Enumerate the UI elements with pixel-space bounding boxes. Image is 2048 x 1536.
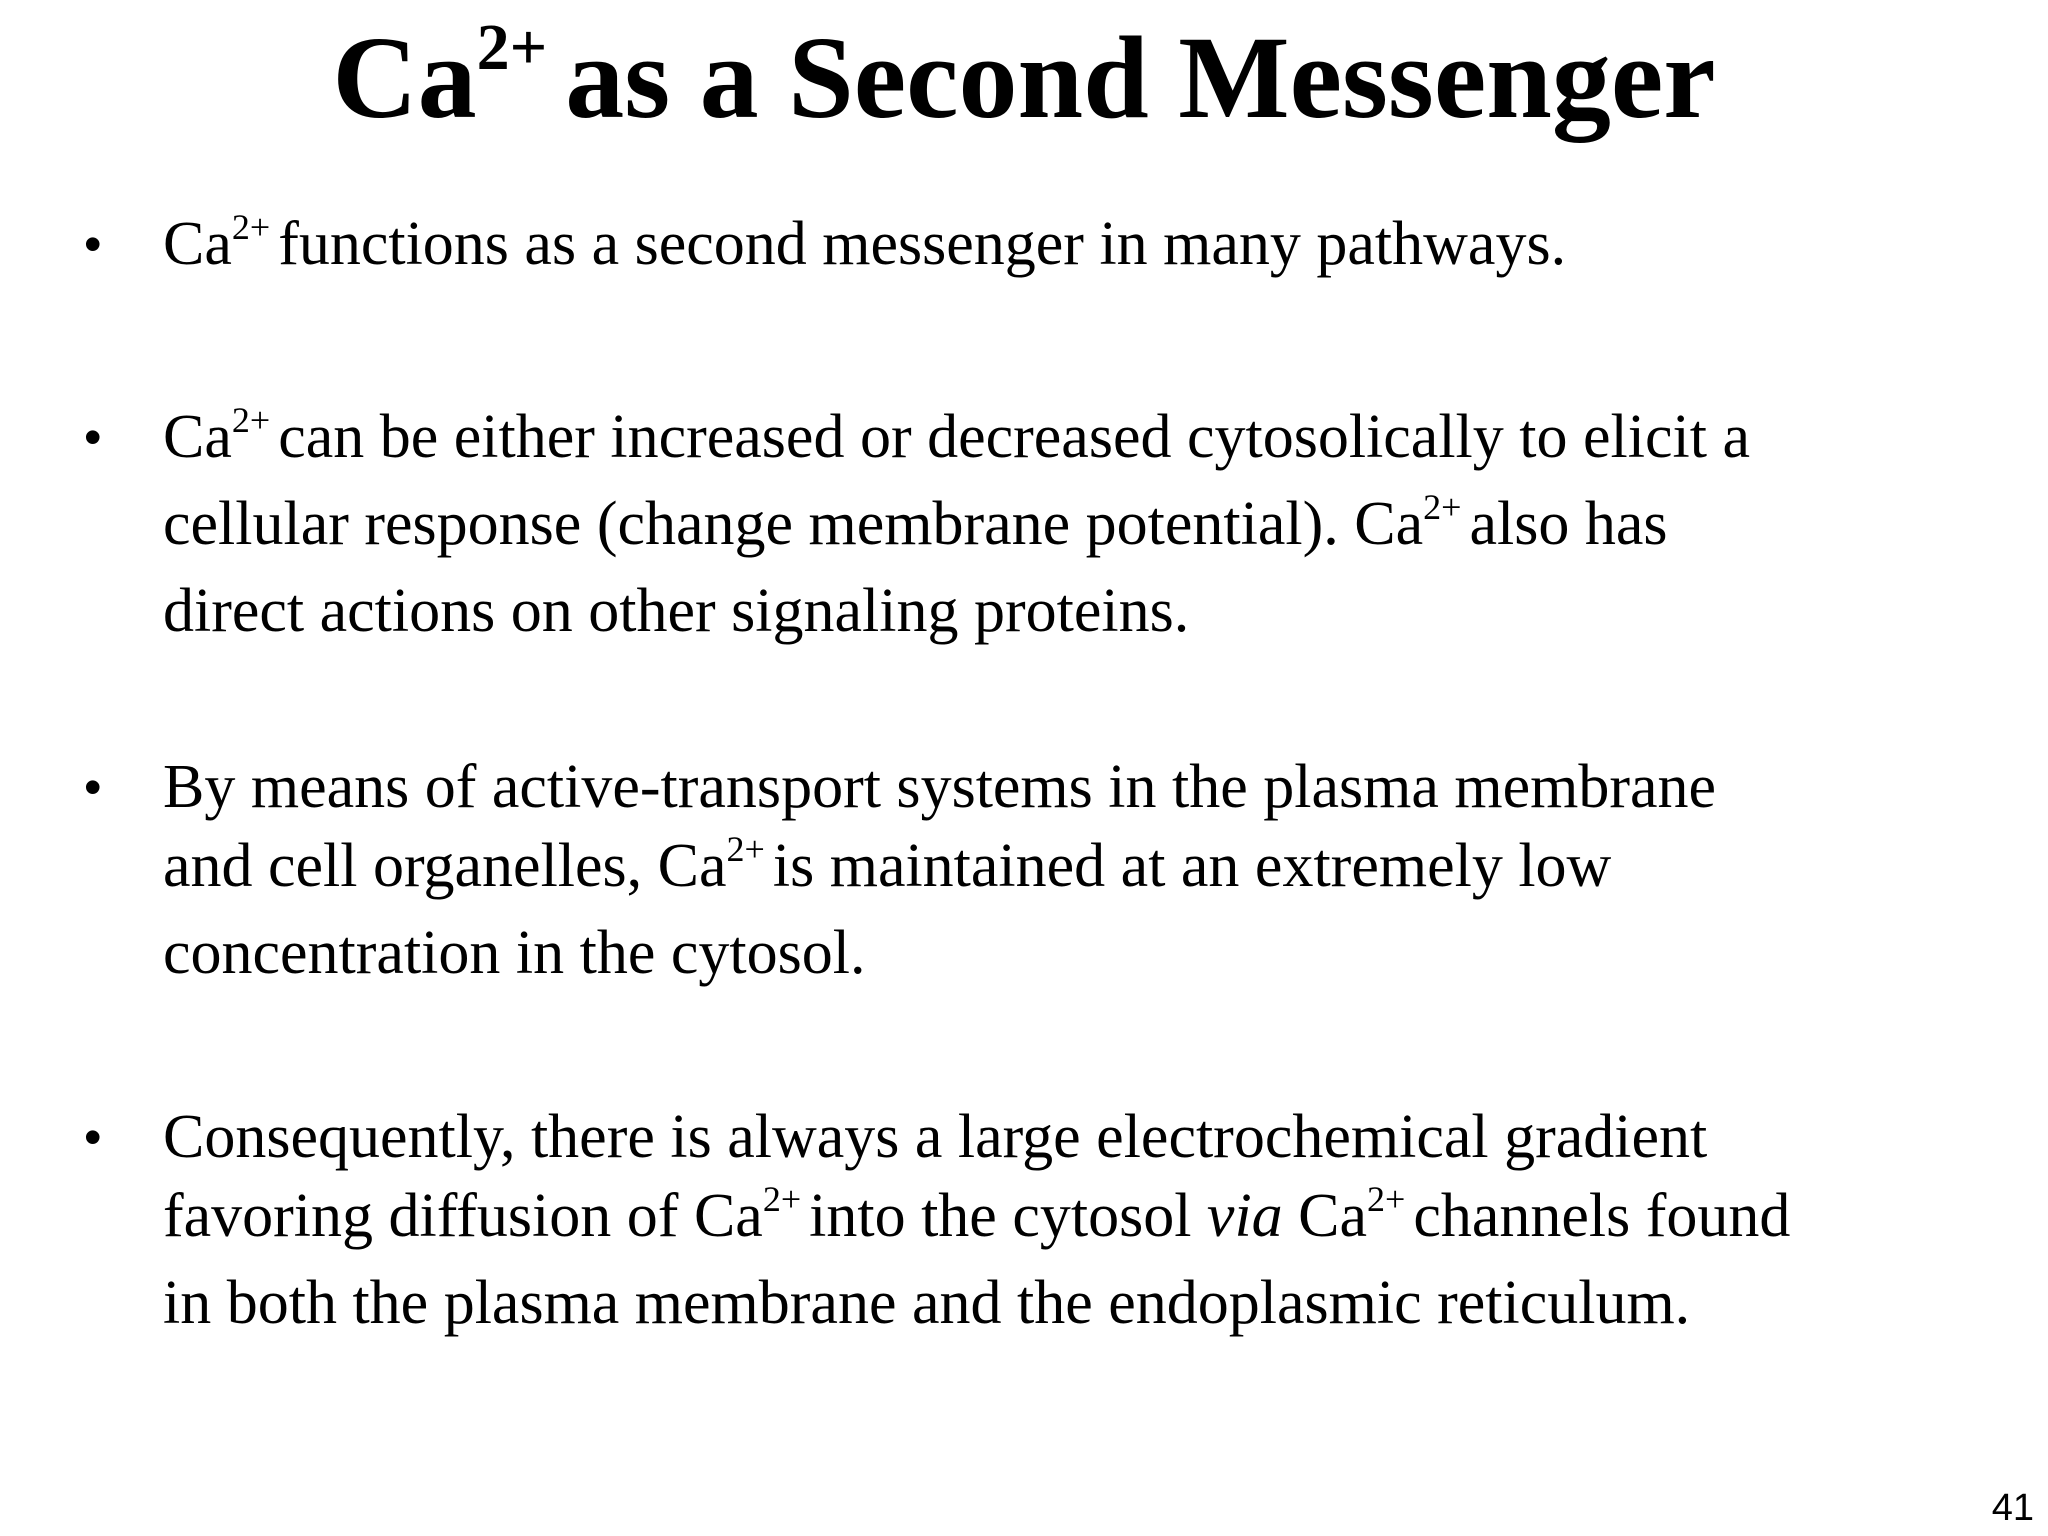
ion-name: Ca xyxy=(1354,490,1424,558)
bullet-text-2 xyxy=(163,398,2023,651)
bullet-icon: • xyxy=(84,1109,102,1165)
bullet-line xyxy=(163,485,2023,572)
bullet-line: Consequently, there is always a large electrochemical gradient xyxy=(163,1103,1708,1171)
ion-charge: 2+ xyxy=(1423,487,1462,527)
ion-symbol xyxy=(693,1179,809,1250)
line-text: can be either increased or decreased cytosolically to elicit a xyxy=(278,403,1750,471)
slide-title xyxy=(0,8,2048,166)
bullet-line xyxy=(163,205,2023,292)
bullet-line xyxy=(163,1177,2023,1264)
bullet-icon: • xyxy=(84,409,102,465)
ion-name: Ca xyxy=(163,210,232,278)
ion-name: Ca xyxy=(1298,1182,1368,1250)
page-number: 41 xyxy=(1991,1487,2034,1529)
bullet-line: concentration in the cytosol. xyxy=(163,919,866,987)
bullet-text-1 xyxy=(163,205,2023,292)
title-ion-charge: 2+ xyxy=(476,11,548,84)
ion-name: Ca xyxy=(693,1182,763,1250)
ion-symbol xyxy=(163,400,278,471)
bullet-line: direct actions on other signaling proteins. xyxy=(163,577,1190,645)
ion-charge: 2+ xyxy=(762,1179,802,1219)
bullet-icon: • xyxy=(84,216,102,272)
title-text: as a Second Messenger xyxy=(565,12,1716,143)
line-text: is maintained at an extremely low xyxy=(772,832,1612,900)
ion-symbol xyxy=(1298,1179,1413,1250)
ion-symbol xyxy=(1354,487,1469,558)
bullet-line: By means of active-transport systems in the plasma membrane xyxy=(163,753,1717,821)
title-ion: Ca xyxy=(332,12,477,143)
line-text: channels found xyxy=(1413,1182,1791,1250)
italic-word: via xyxy=(1206,1182,1283,1250)
ion-symbol xyxy=(657,829,773,900)
line-text: into the cytosol xyxy=(809,1182,1192,1250)
line-text: also has xyxy=(1469,490,1668,558)
line-text: and cell organelles, xyxy=(163,832,643,900)
bullet-line xyxy=(163,398,2023,485)
ion-charge: 2+ xyxy=(726,829,765,869)
ion-name: Ca xyxy=(163,403,232,471)
bullet-line: in both the plasma membrane and the endoplasmic reticulum. xyxy=(163,1269,1691,1337)
line-text: favoring diffusion of xyxy=(163,1182,679,1250)
ion-charge: 2+ xyxy=(231,400,271,440)
line-text: cellular response (change membrane potential). xyxy=(163,490,1339,558)
line-text: functions as a second messenger in many pathways. xyxy=(278,210,1567,278)
bullet-text-4 xyxy=(163,1098,2023,1343)
bullet-text-3 xyxy=(163,748,2023,993)
ion-charge: 2+ xyxy=(231,207,271,247)
ion-name: Ca xyxy=(657,832,727,900)
bullet-line xyxy=(163,827,2023,914)
ion-charge: 2+ xyxy=(1367,1179,1406,1219)
bullet-icon: • xyxy=(84,759,102,815)
ion-symbol xyxy=(163,207,278,278)
